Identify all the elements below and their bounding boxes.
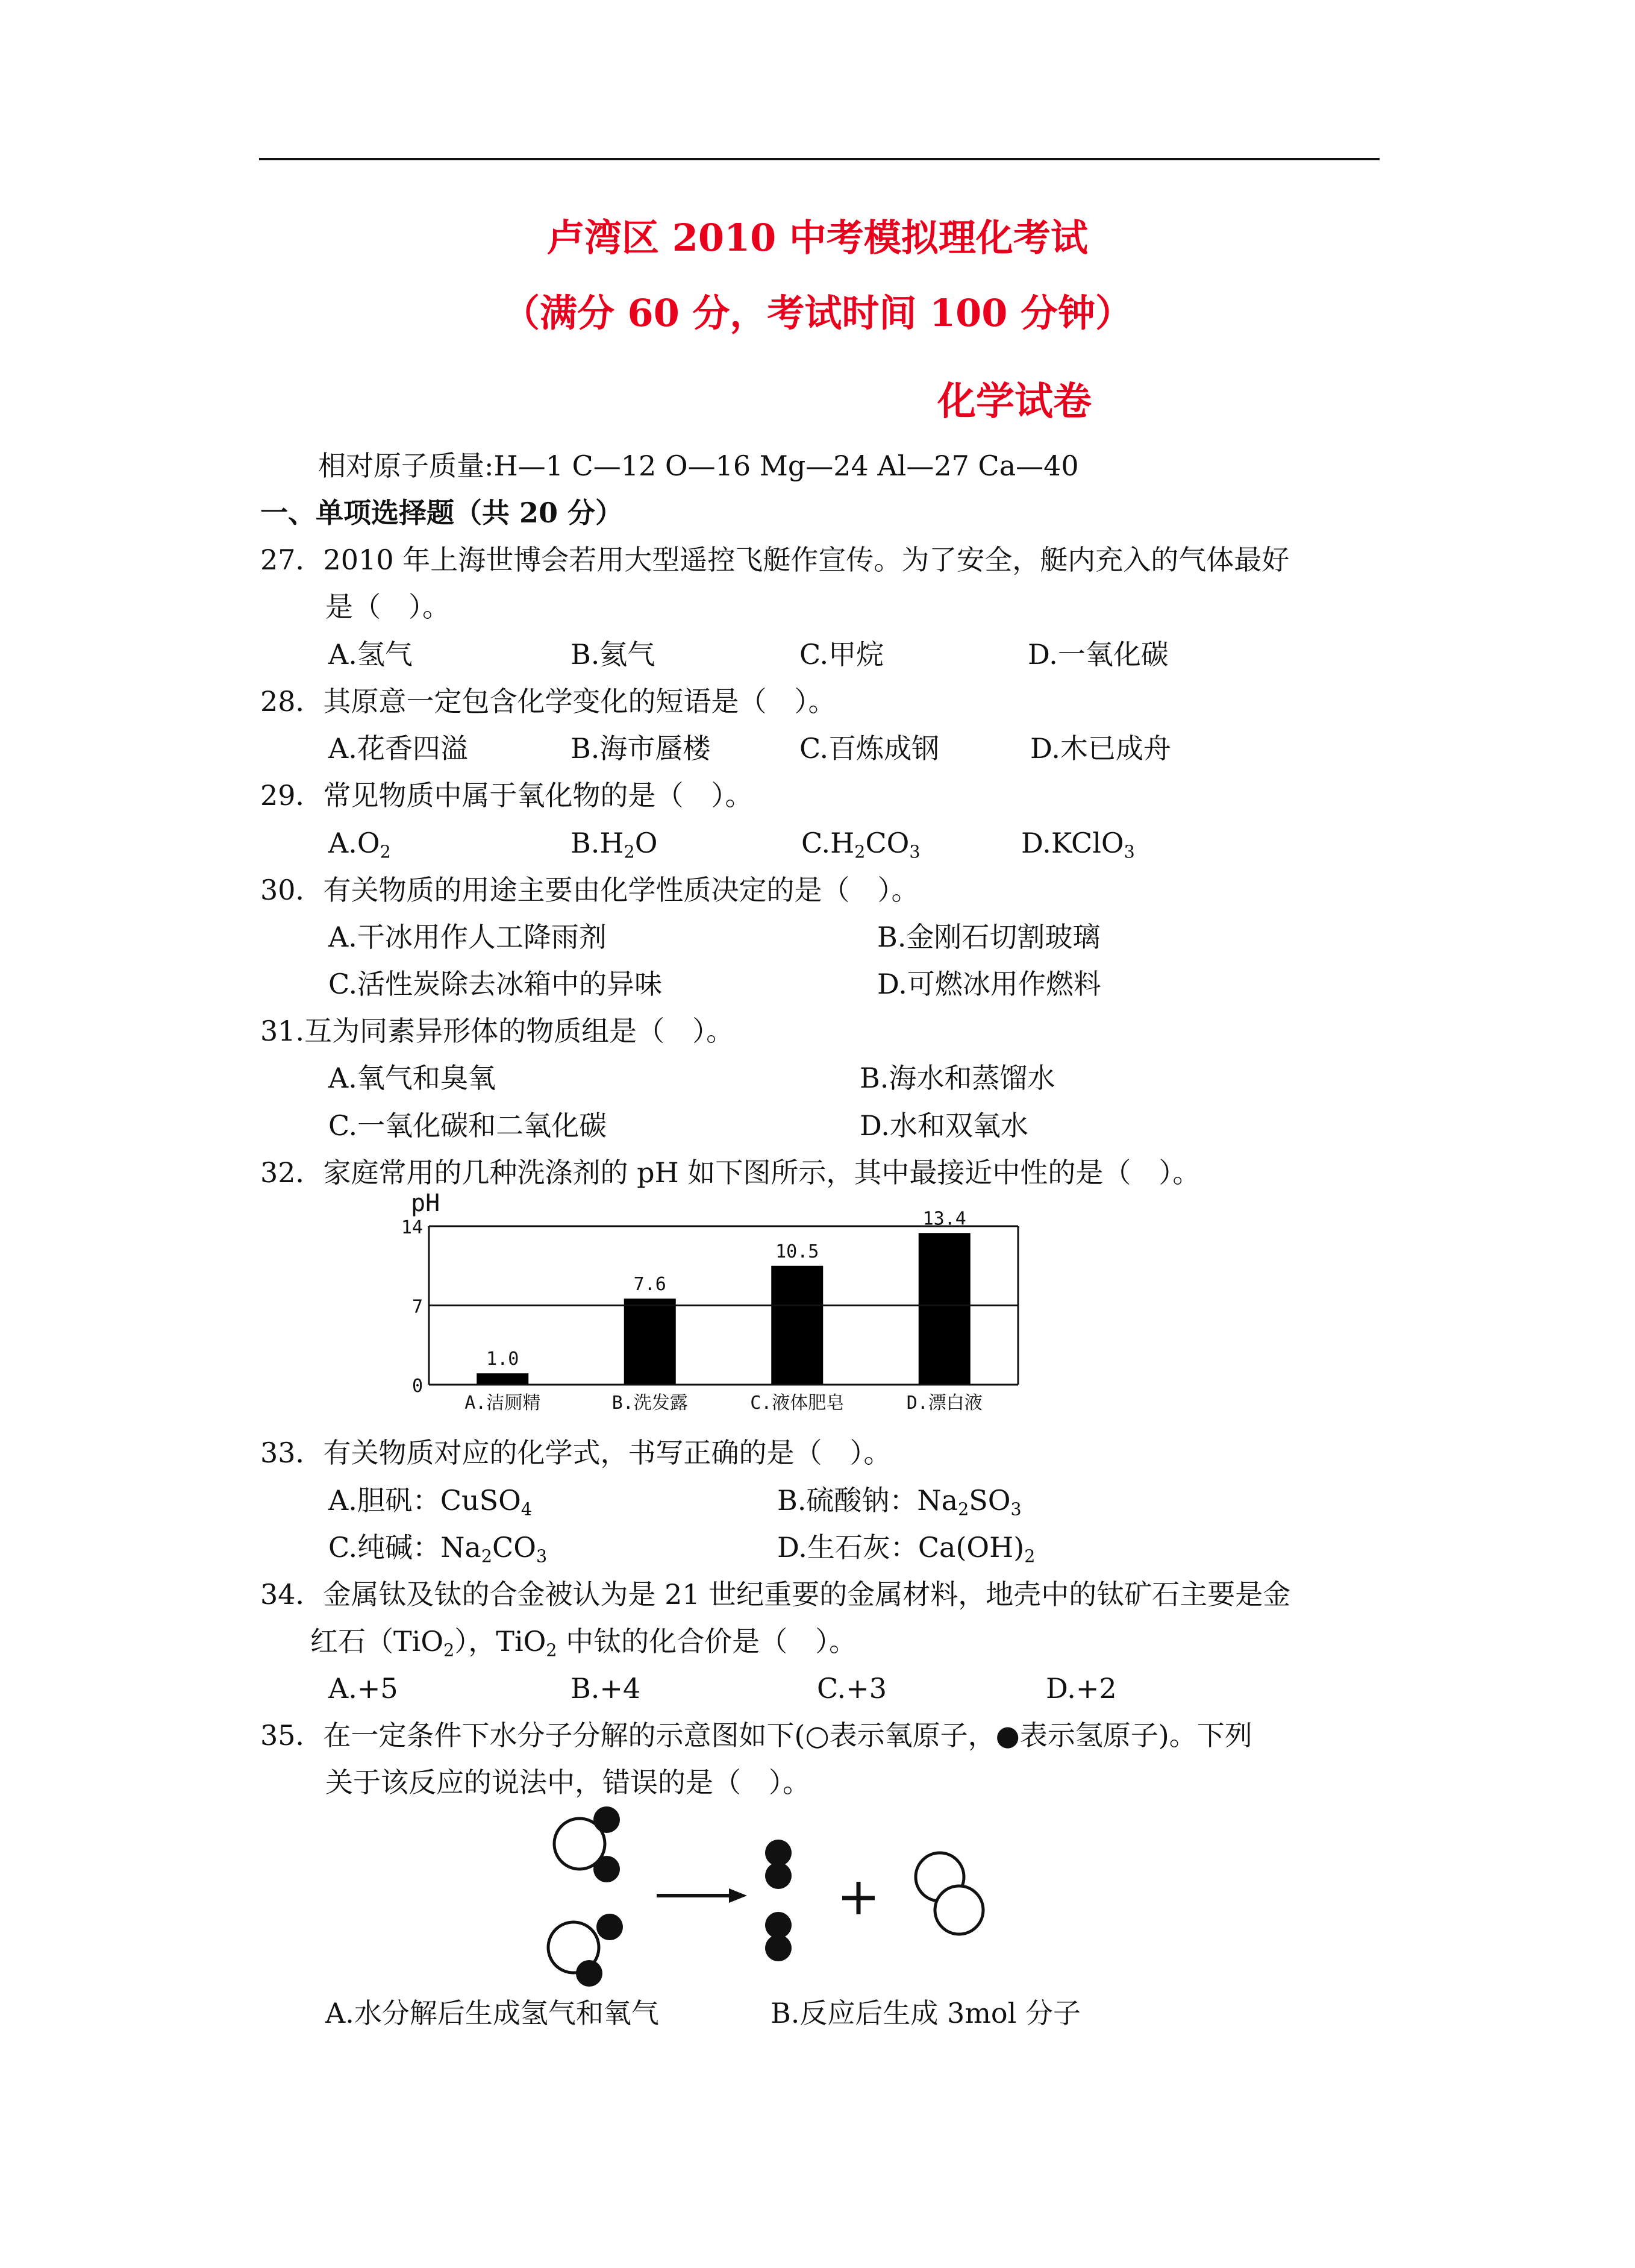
chart-category-label: D.漂白液 [906,1392,983,1414]
q30-stem: 30．有关物质的用途主要由化学性质决定的是（ ）。 [260,874,919,906]
q29-option-b: $B.H_2O$ [571,827,658,862]
q29-option-a: $A.O_2$ [328,827,391,862]
chart-data-label: 1.0 [486,1349,519,1370]
q31-option-c: C.一氧化碳和二氧化碳 [328,1109,607,1142]
chart-category-label: A.洁厕精 [464,1392,541,1414]
chart-bar [771,1266,823,1385]
q27-option-b: B.氦气 [571,638,655,671]
chart-y-axis-label: pH [411,1189,440,1217]
q33-option-c: C.纯碱：$Na_2CO_3$ [328,1531,548,1567]
q28-option-d: D.木已成舟 [1030,732,1171,765]
q27-option-a: A.氢气 [328,638,413,671]
q27-option-d: D.一氧化碳 [1028,638,1169,671]
q29-stem: 29．常见物质中属于氧化物的是（ ）。 [260,779,753,812]
chart-y-tick-label: 14 [401,1217,423,1238]
q31-option-d: D.水和双氧水 [860,1109,1028,1142]
chart-data-label: 10.5 [775,1241,819,1262]
exam-subtitle: （满分 60 分，考试时间 100 分钟） [502,291,1133,335]
q27-stem-cont: 是（ ）。 [325,590,450,623]
q28-option-b: B.海市蜃楼 [571,732,711,765]
chart-y-tick-label: 0 [411,1376,423,1397]
chart-category-label: C.液体肥皂 [750,1392,845,1414]
q34-stem: 34．金属钛及钛的合金被认为是 21 世纪重要的金属材料，地壳中的钛矿石主要是金 [260,1578,1291,1611]
chart-y-tick-label: 7 [411,1296,423,1318]
q32-stem: 32．家庭常用的几种洗涤剂的 pH 如下图所示，其中最接近中性的是（ ）。 [260,1156,1201,1189]
section-heading: 一、单项选择题（共 20 分） [260,497,624,529]
q27-stem: 27．2010 年上海世博会若用大型遥控飞艇作宣传。为了安全，艇内充入的气体最好 [260,544,1290,576]
q28-option-c: C.百炼成钢 [799,732,940,765]
chart-data-label: 13.4 [922,1208,966,1230]
paper-title: 化学试卷 [937,379,1092,424]
q30-option-b: B.金刚石切割玻璃 [877,921,1101,953]
q34-option-a: A.+5 [328,1672,398,1705]
q30-option-a: A.干冰用作人工降雨剂 [328,921,607,953]
q33-option-b: B.硫酸钠：$Na_2SO_3$ [777,1484,1022,1520]
q33-stem: 33．有关物质对应的化学式，书写正确的是（ ）。 [260,1436,892,1469]
q28-option-a: A.花香四溢 [328,732,468,765]
q35-option-a: A.水分解后生成氢气和氧气 [325,1997,659,2029]
q28-stem: 28．其原意一定包含化学变化的短语是（ ）。 [260,685,836,718]
q29-option-d: D.KClO$_3$ [1021,827,1135,862]
chart-data-label: 7.6 [633,1274,666,1295]
q31-stem: 31.互为同素异形体的物质组是（ ）。 [260,1015,734,1047]
q31-option-b: B.海水和蒸馏水 [860,1062,1055,1094]
q34-option-d: D.+2 [1046,1672,1117,1705]
q29-option-c: $C.H_2CO_3$ [801,827,921,862]
q33-option-a: A.胆矾：CuSO$_4$ [328,1484,533,1520]
q31-option-a: A.氧气和臭氧 [328,1062,496,1094]
chart-bar [624,1298,676,1385]
q35-option-b: B.反应后生成 3mol 分子 [771,1997,1081,2029]
chart-bar [919,1233,971,1385]
q34-option-c: C.+3 [817,1672,887,1705]
q30-option-c: C.活性炭除去冰箱中的异味 [328,968,663,1000]
q34-option-b: B.+4 [571,1672,641,1705]
q35-stem-cont: 关于该反应的说法中，错误的是（ ）。 [325,1766,810,1799]
q30-option-d: D.可燃冰用作燃料 [877,968,1101,1000]
atomic-mass-line: 相对原子质量:H—1 C—12 O—16 Mg—24 Al—27 Ca—40 [318,450,1079,482]
chart-category-label: B.洗发露 [611,1392,688,1414]
q34-stem-cont: 红石（TiO$_2$），TiO$_2$ 中钛的化合价是（ ）。 [310,1625,857,1661]
q35-stem: 35．在一定条件下水分子分解的示意图如下(○表示氧原子，●表示氢原子)。下列 [260,1719,1252,1752]
exam-title: 卢湾区 2010 中考模拟理化考试 [547,216,1088,260]
q33-option-d: D.生石灰：$Ca(OH)_2$ [777,1531,1036,1567]
q27-option-c: C.甲烷 [799,638,884,671]
chart-bar [477,1373,528,1385]
